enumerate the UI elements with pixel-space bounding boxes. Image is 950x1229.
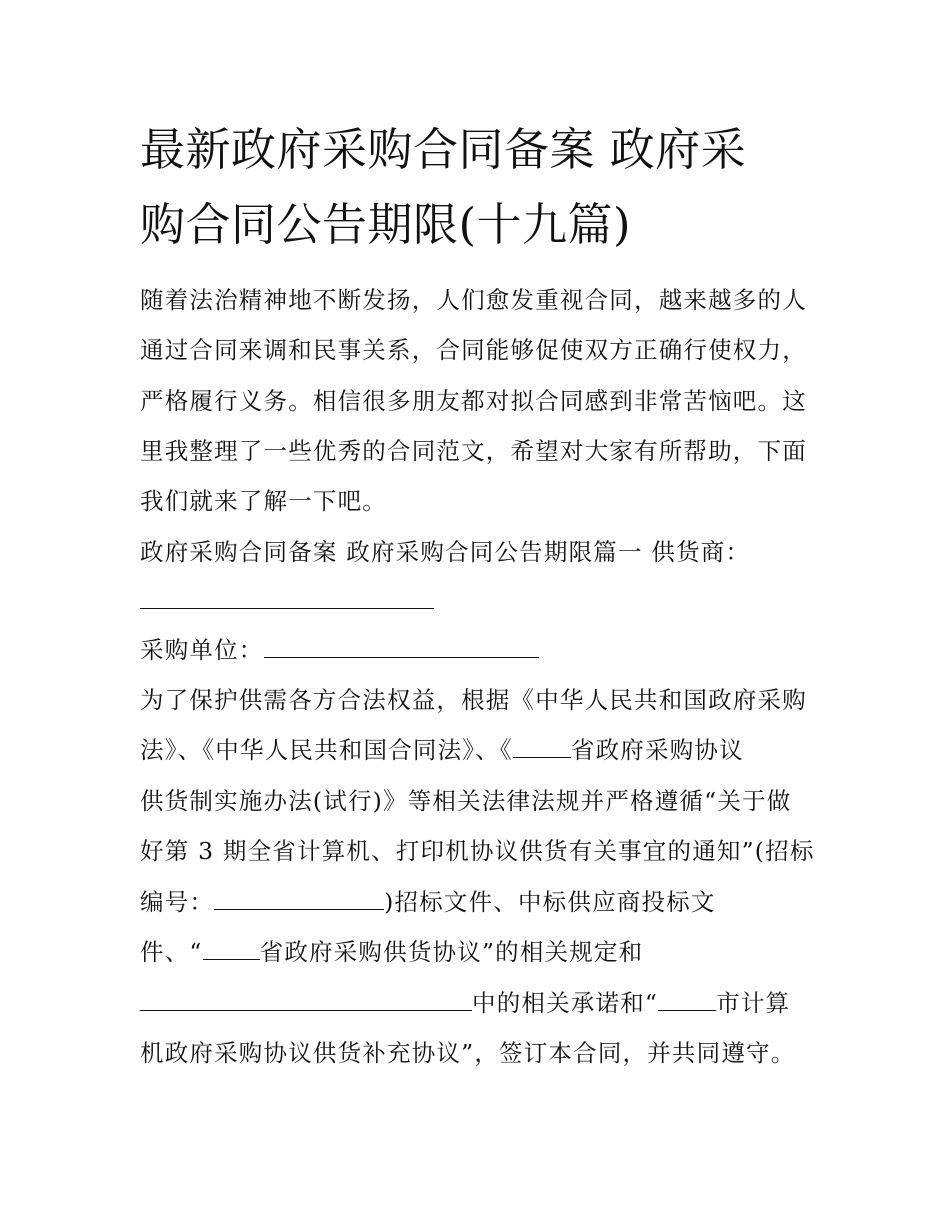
supplier-blank xyxy=(140,586,434,609)
body-line-2-part-a: 法》、《中华人民共和国合同法》、《 xyxy=(140,736,513,764)
intro-line-3: 严格履行义务。相信很多朋友都对拟合同感到非常苦恼吧。这 xyxy=(140,387,807,415)
tender-number-blank xyxy=(214,887,384,910)
body-line-6-part-b: 省政府采购供货协议”的相关规定和 xyxy=(259,938,644,966)
buyer-line xyxy=(140,633,539,667)
intro-line-5: 我们就来了解一下吧。 xyxy=(140,487,387,515)
body-line-2 xyxy=(140,733,744,767)
intro-line-2: 通过合同来调和民事关系，合同能够促使双方正确行使权力， xyxy=(140,336,807,364)
body-line-6 xyxy=(140,935,643,969)
buyer-blank xyxy=(264,635,539,658)
body-line-7 xyxy=(140,986,790,1020)
body-line-8: 机政府采购协议供货补充协议”，签订本合同，并共同遵守。 xyxy=(140,1039,796,1067)
body-line-7-part-a: 中的相关承诺和“ xyxy=(472,989,659,1017)
body-line-4: 好第 3 期全省计算机、打印机协议供货有关事宜的通知”(招标 xyxy=(140,837,815,865)
document-title-line-2: 购合同公告期限(十九篇) xyxy=(140,198,632,251)
document-title-line-1: 最新政府采购合同备案 政府采 xyxy=(140,123,747,176)
province-blank-2 xyxy=(203,937,260,960)
province-blank xyxy=(513,735,571,758)
city-blank xyxy=(658,988,716,1011)
body-line-5 xyxy=(140,885,716,919)
section-heading: 政府采购合同备案 政府采购合同公告期限篇一 供货商： xyxy=(140,538,751,566)
document-blank xyxy=(140,988,472,1011)
body-line-5-part-a: 编号： xyxy=(140,888,215,916)
supplier-blank-line xyxy=(140,584,434,618)
body-line-5-part-b: )招标文件、中标供应商投标文 xyxy=(384,888,716,916)
body-line-7-part-b: 市计算 xyxy=(716,989,791,1017)
body-line-3: 供货制实施办法(试行)》等相关法律法规并严格遵循“关于做 xyxy=(140,787,792,815)
body-line-1: 为了保护供需各方合法权益，根据《中华人民共和国政府采购 xyxy=(140,686,807,714)
body-line-2-part-b: 省政府采购协议 xyxy=(570,736,744,764)
buyer-label: 采购单位： xyxy=(140,636,264,664)
body-line-6-part-a: 件、“ xyxy=(140,938,203,966)
intro-line-4: 里我整理了一些优秀的合同范文，希望对大家有所帮助，下面 xyxy=(140,437,807,465)
intro-line-1: 随着法治精神地不断发扬，人们愈发重视合同，越来越多的人 xyxy=(140,286,807,314)
